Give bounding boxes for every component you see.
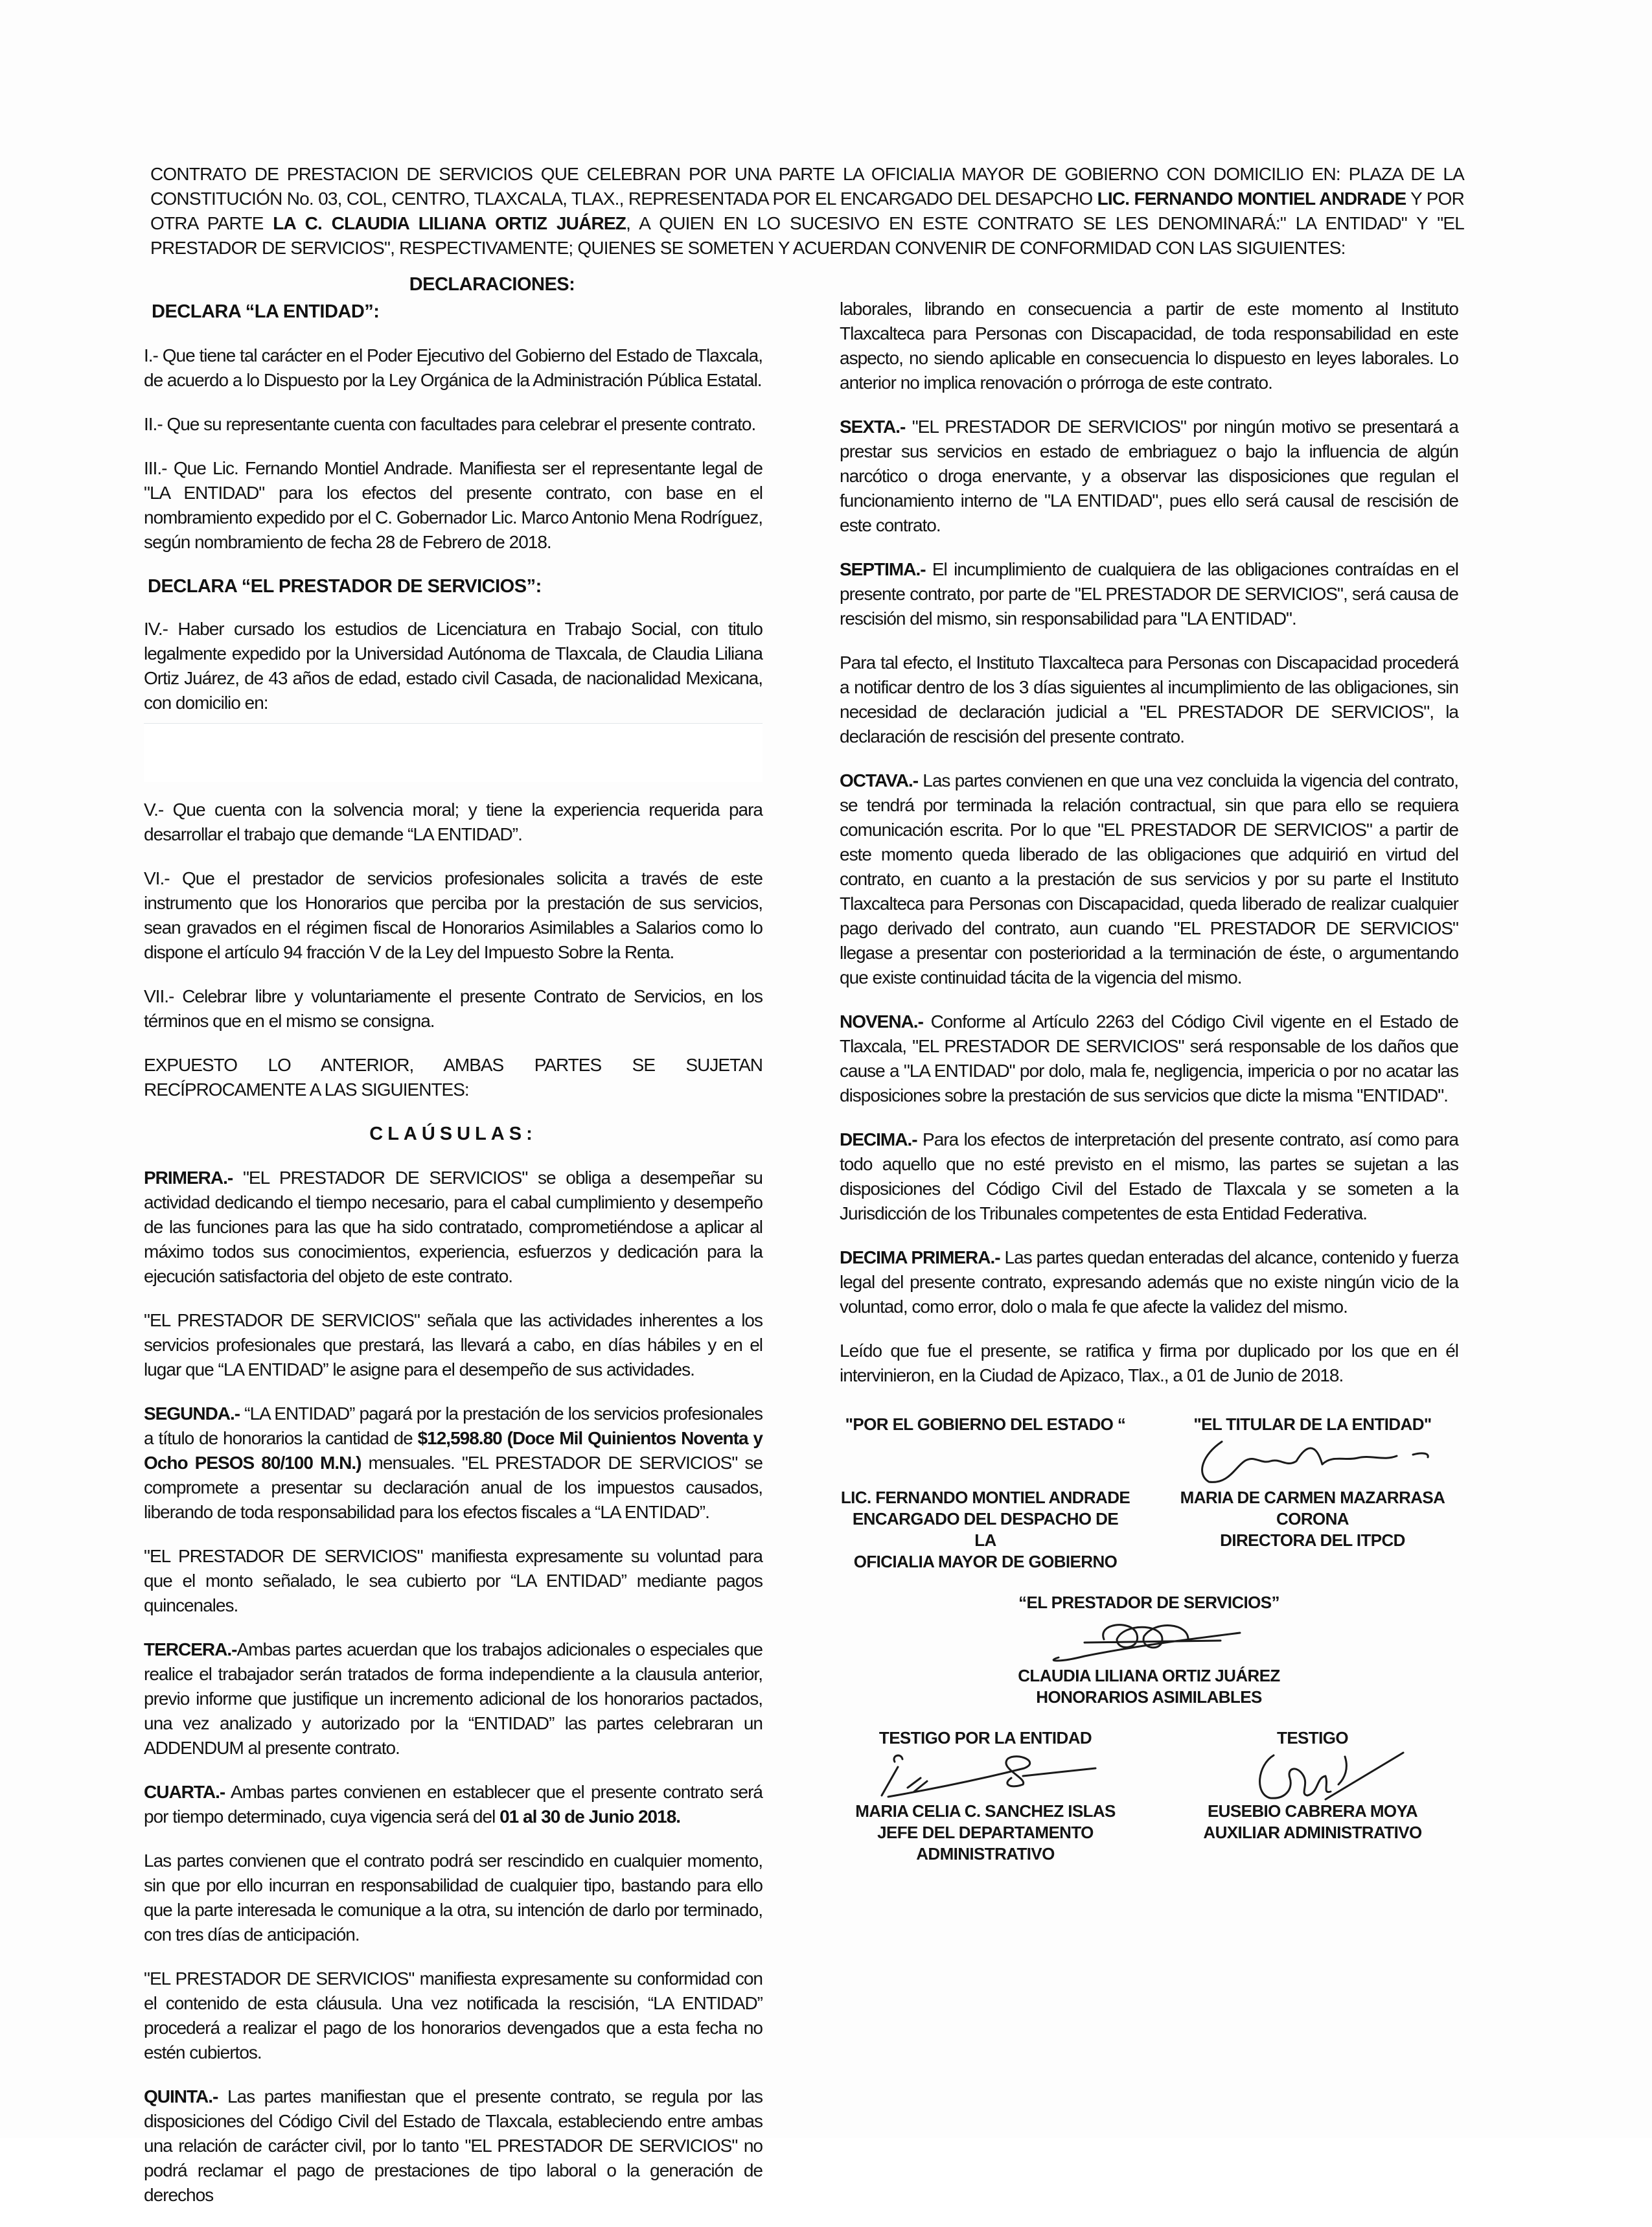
signature-row-1 bbox=[840, 1414, 1458, 1573]
clausula-primera bbox=[144, 1166, 763, 1289]
handwritten-signature-prestador bbox=[1033, 1613, 1266, 1665]
signature-row-2 bbox=[840, 1592, 1458, 1708]
signatory-role: ENCARGADO DEL DESPACHO DE LA bbox=[852, 1509, 1119, 1550]
clausula-decima bbox=[840, 1127, 1458, 1226]
signature-row-3 bbox=[840, 1727, 1458, 1865]
clausula-text: Las partes manifiestan que el presente contrato, se regula por las disposiciones del Código Civil del Estado de Tlaxcala, estableciendo entre ambas una relación de carácter civil, por lo tanto "EL PRESTADOR DE SERVICIOS" no podrá reclamar el pago de prestaciones de tipo laboral o la generación de derechos bbox=[144, 2086, 763, 2205]
signature-space bbox=[1167, 1435, 1458, 1487]
declaracion-iii: III.- Que Lic. Fernando Montiel Andrade. Manifiesta ser el representante legal de "LA ENTIDAD" para los efectos del presente contrato, con base en el nombramiento expedido por el C. Gobernador Lic. Marco Antonio Mena Rodríguez, según nombramiento de fecha 28 de Febrero de 2018. bbox=[144, 458, 763, 552]
clausula-novena bbox=[840, 1010, 1458, 1108]
declaracion-vii: VII.- Celebrar libre y voluntariamente el presente Contrato de Servicios, en los términos que en el mismo se consigna. bbox=[144, 986, 763, 1031]
clausula-text: Las partes convienen en que una vez concluida la vigencia del contrato, se tendrá por terminada la relación contractual, sin que para ello se requiera comunicación escrita. Por lo que "EL PRESTADOR DE SERVICIOS" a partir de este momento queda liberado de las obligaciones que adquirió en virtud del contrato, en cuanto a la prestación de sus servicios y por su parte el Instituto Tlaxcalteca para Personas con Discapacidad, queda liberado de realizar cualquier pago derivado del contrato, aun cuando "EL PRESTADOR DE SERVICIOS" llegase a presentar con posterioridad a la terminación de éste, o argumentando que existe continuidad tácita de la vigencia del mismo. bbox=[840, 770, 1458, 987]
signatory-role: DIRECTORA DEL ITPCD bbox=[1220, 1530, 1405, 1550]
clausula-text: Ambas partes convienen en establecer que el presente contrato será por tiempo determinado, cuya vigencia será del bbox=[144, 1782, 763, 1827]
contract-term-dates: 01 al 30 de Junio 2018. bbox=[499, 1806, 681, 1827]
signature-testigo-entidad bbox=[840, 1727, 1131, 1865]
signature-heading: TESTIGO bbox=[1277, 1728, 1348, 1748]
clausulas-title: CLAÚSULAS: bbox=[369, 1124, 537, 1144]
clausula-tercera bbox=[144, 1637, 763, 1760]
declaracion-v: V.- Que cuenta con la solvencia moral; y tiene la experiencia requerida para desarrollar el trabajo que demande “LA ENTIDAD”. bbox=[144, 800, 763, 844]
clausula-text: El incumplimiento de cualquiera de las obligaciones contraídas en el presente contrato, por parte de "EL PRESTADOR DE SERVICIOS", será causa de rescisión del mismo, sin responsabilidad para "LA ENTIDAD". bbox=[840, 559, 1458, 629]
clausula-label: PRIMERA.- bbox=[144, 1168, 233, 1188]
signatory-role: AUXILIAR ADMINISTRATIVO bbox=[1203, 1823, 1422, 1842]
clausula-quinta bbox=[144, 2084, 763, 2208]
signatory-role: HONORARIOS ASIMILABLES bbox=[1036, 1687, 1262, 1707]
clausula-label: CUARTA.- bbox=[144, 1782, 225, 1802]
clausula-text: Ambas partes acuerdan que los trabajos adicionales o especiales que realice el trabajador serán tratados de forma independiente a la clausula anterior, previo informe que justifique un incremento adicional de los honorarios pactados, una vez analizado y autorizado por la “ENTIDAD” las partes celebraran un ADDENDUM al presente contrato. bbox=[144, 1639, 763, 1758]
signatory-name: LIC. FERNANDO MONTIEL ANDRADE bbox=[840, 1488, 1130, 1507]
signatory-name: MARIA CELIA C. SANCHEZ ISLAS bbox=[855, 1801, 1116, 1821]
clausula-label: DECIMA PRIMERA.- bbox=[840, 1247, 1000, 1267]
signature-space bbox=[840, 1749, 1131, 1801]
signatory-name: EUSEBIO CABRERA MOYA bbox=[1207, 1801, 1418, 1821]
left-column bbox=[144, 272, 763, 2227]
signatory-name: CLAUDIA LILIANA ORTIZ JUÁREZ bbox=[1018, 1666, 1280, 1685]
clausula-label: SEXTA.- bbox=[840, 417, 906, 437]
signature-heading: "EL TITULAR DE LA ENTIDAD" bbox=[1193, 1414, 1432, 1434]
preamble-text-3: , A QUIEN EN LO SUCESIVO EN ESTE CONTRATO SE LES DENOMINARÁ:" LA ENTIDAD" Y "EL PRESTADOR DE SERVICIOS", RESPECTIVAMENTE; QUIENES SE SOMETEN Y ACUERDAN CONVENIR DE CONFORMIDAD CON LAS SIGUIENTES: bbox=[150, 213, 1464, 258]
preamble-representative: LIC. FERNANDO MONTIEL ANDRADE bbox=[1097, 189, 1406, 209]
clausula-octava bbox=[840, 768, 1458, 990]
declaracion-iv: IV.- Haber cursado los estudios de Licenciatura en Trabajo Social, con titulo legalmente expedido por la Universidad Autónoma de Tlaxcala, de Claudia Liliana Ortiz Juárez, de 43 años de edad, estado civil Casada, de nacionalidad Mexicana, con domicilio en: bbox=[144, 619, 763, 713]
signatory-role: ADMINISTRATIVO bbox=[916, 1844, 1055, 1864]
handwritten-signature-titular bbox=[1183, 1435, 1442, 1487]
signatory-role: OFICIALIA MAYOR DE GOBIERNO bbox=[853, 1552, 1118, 1571]
declaracion-i: I.- Que tiene tal carácter en el Poder Ejecutivo del Gobierno del Estado de Tlaxcala, de acuerdo a lo Dispuesto por la Ley Orgánica de la Administración Pública Estatal. bbox=[144, 345, 763, 390]
clausula-label: NOVENA.- bbox=[840, 1011, 923, 1032]
clausula-cuarta bbox=[144, 1780, 763, 1829]
clausula-label: OCTAVA.- bbox=[840, 770, 919, 790]
clausula-text: Conforme al Artículo 2263 del Código Civil vigente en el Estado de Tlaxcala, "EL PRESTADOR DE SERVICIOS" será responsable de los daños que cause a "LA ENTIDAD" por dolo, mala fe, negligencia, impericia o por no acatar las disposiciones sobre la prestación de sus servicios que dicte la misma "ENTIDAD". bbox=[840, 1011, 1458, 1105]
clausula-text: "EL PRESTADOR DE SERVICIOS" por ningún motivo se presentará a prestar sus servicios en estado de embriaguez o bajo la influencia de algún narcótico o droga enervante, y a observar las disposiciones que regulan el funcionamiento interno de "LA ENTIDAD", pues ello será causal de rescisión de este contrato. bbox=[840, 417, 1458, 535]
clausula-text: “LA ENTIDAD” pagará por la prestación de los servicios profesionales a título de honorarios la cantidad de bbox=[144, 1403, 763, 1448]
clausula-cuarta-b: Las partes convienen que el contrato podrá ser rescindido en cualquier momento, sin que por ello incurran en responsabilidad de cualquier tipo, bastando para ello que la parte interesada le comunique a la otra, su intención de darlo por terminado, con tres días de anticipación. bbox=[144, 1851, 763, 1944]
clausula-label: SEGUNDA.- bbox=[144, 1403, 240, 1424]
clausula-text: Las partes quedan enteradas del alcance, contenido y fuerza legal del presente contrato, expresando además que no existe ningún vicio de la voluntad, como error, dolo o mala fe que afecte la validez del mismo. bbox=[840, 1247, 1458, 1317]
clausula-label: DECIMA.- bbox=[840, 1129, 917, 1149]
clausula-septima bbox=[840, 557, 1458, 631]
signatory-role: JEFE DEL DEPARTAMENTO bbox=[877, 1823, 1094, 1842]
signatory-name-cont: CORONA bbox=[1276, 1509, 1349, 1529]
closing-statement: Leído que fue el presente, se ratifica y firma por duplicado por los que en él intervinieron, en la Ciudad de Apizaco, Tlax., a 01 de Junio de 2018. bbox=[840, 1341, 1458, 1385]
signature-heading: “EL PRESTADOR DE SERVICIOS” bbox=[1018, 1593, 1279, 1612]
declaracion-ii: II.- Que su representante cuenta con facultades para celebrar el presente contrato. bbox=[144, 414, 756, 434]
declaraciones-title: DECLARACIONES: bbox=[409, 274, 575, 295]
signature-testigo bbox=[1167, 1727, 1458, 1865]
signature-prestador bbox=[994, 1592, 1305, 1708]
clausula-text: Para los efectos de interpretación del presente contrato, así como para todo aquello que no esté previsto en el mismo, las partes se sujetan a las disposiciones del Código Civil del Estado de Tlaxcala y se someten a la Jurisdicción de los Tribunales competentes de esta Entidad Federativa. bbox=[840, 1129, 1458, 1223]
redacted-address bbox=[144, 723, 763, 782]
right-column bbox=[840, 297, 1458, 1884]
handwritten-signature-testigo bbox=[1196, 1749, 1429, 1801]
clausula-cuarta-c: "EL PRESTADOR DE SERVICIOS" manifiesta expresamente su conformidad con el contenido de esta cláusula. Una vez notificada la rescisión, “LA ENTIDAD” procederá a realizar el pago de los honorarios devengados que a esta fecha no estén cubiertos. bbox=[144, 1968, 763, 2062]
signature-heading: "POR EL GOBIERNO DEL ESTADO “ bbox=[845, 1414, 1126, 1434]
handwritten-signature-testigo-entidad bbox=[856, 1749, 1115, 1801]
clausula-text: mensuales. "EL PRESTADOR DE SERVICIOS" se compromete a presentar su declaración anual de los impuestos causados, liberando de toda responsabilidad para los efectos fiscales a “LA ENTIDAD”. bbox=[144, 1453, 763, 1522]
clausula-segunda bbox=[144, 1402, 763, 1525]
clausula-quinta-cont: laborales, librando en consecuencia a partir de este momento al Instituto Tlaxcalteca para Personas con Discapacidad, de toda responsabilidad en este aspecto, no siendo aplicable en consecuencia lo dispuesto en leyes laborales. Lo anterior no implica renovación o prórroga de este contrato. bbox=[840, 299, 1458, 393]
declaracion-vi: VI.- Que el prestador de servicios profesionales solicita a través de este instrumento que los Honorarios que perciba por la prestación de sus servicios, sean gravados en el régimen fiscal de Honorarios Asimilables a Salarios como lo dispone el artículo 94 fracción V de la Ley del Impuesto Sobre la Renta. bbox=[144, 868, 763, 962]
signature-titular bbox=[1167, 1414, 1458, 1573]
contract-preamble bbox=[150, 162, 1464, 260]
clausula-septima-b: Para tal efecto, el Instituto Tlaxcalteca para Personas con Discapacidad procederá a notificar dentro de los 3 días siguientes al incumplimiento de las obligaciones, sin necesidad de declaración judicial a "EL PRESTADOR DE SERVICIOS", la declaración de rescisión del presente contrato. bbox=[840, 652, 1458, 746]
payment-amount: $12,598.80 (Doce Mil Quinientos Noventa y Ocho PESOS 80/100 M.N.) bbox=[144, 1428, 763, 1473]
signatures-area bbox=[840, 1414, 1458, 1865]
clausula-label: TERCERA.- bbox=[144, 1639, 237, 1659]
signature-gobierno bbox=[840, 1414, 1131, 1573]
clausula-label: SEPTIMA.- bbox=[840, 559, 926, 579]
signature-heading: TESTIGO POR LA ENTIDAD bbox=[878, 1728, 1092, 1748]
preamble-text-2: Y POR OTRA PARTE bbox=[150, 189, 1465, 233]
clausula-sexta bbox=[840, 415, 1458, 538]
expuesto-text: EXPUESTO LO ANTERIOR, AMBAS PARTES SE SUJETAN RECÍPROCAMENTE A LAS SIGUIENTES: bbox=[144, 1055, 763, 1100]
clausula-decima-primera bbox=[840, 1245, 1458, 1319]
preamble-provider: LA C. CLAUDIA LILIANA ORTIZ JUÁREZ bbox=[273, 213, 626, 233]
signatory-name: MARIA DE CARMEN MAZARRASA bbox=[1180, 1488, 1445, 1507]
signature-space bbox=[840, 1435, 1131, 1487]
clausula-text: "EL PRESTADOR DE SERVICIOS" se obliga a desempeñar su actividad dedicando el tiempo necesario, para el cabal cumplimiento y desempeño de las funciones para las que ha sido contratado, comprometiéndose a aplicar al máximo todos sus conocimientos, experiencia, esfuerzos y dedicación para la ejecución satisfactoria del objeto de este contrato. bbox=[144, 1168, 763, 1286]
declara-entidad-heading: DECLARA “LA ENTIDAD”: bbox=[152, 301, 380, 322]
signature-space bbox=[994, 1613, 1305, 1665]
declara-prestador-heading: DECLARA “EL PRESTADOR DE SERVICIOS”: bbox=[148, 576, 542, 597]
preamble-text: CONTRATO DE PRESTACION DE SERVICIOS QUE CELEBRAN POR UNA PARTE LA OFICIALIA MAYOR DE GOBIERNO CON DOMICILIO EN: PLAZA DE LA CONSTITUCIÓN No. 03, COL, CENTRO, TLAXCALA, TLAX., REPRESENTADA POR EL ENCARGADO DEL DESAPCHO bbox=[150, 164, 1464, 209]
clausula-primera-b: "EL PRESTADOR DE SERVICIOS" señala que las actividades inherentes a los servicios profesionales que prestará, las llevará a cabo, en días hábiles y en el lugar que “LA ENTIDAD” le asigne para el desempeño de sus actividades. bbox=[144, 1310, 763, 1379]
clausula-segunda-c: "EL PRESTADOR DE SERVICIOS" manifiesta expresamente su voluntad para que el monto señalado, le sea cubierto por “LA ENTIDAD” mediante pagos quincenales. bbox=[144, 1546, 763, 1615]
signature-space bbox=[1167, 1749, 1458, 1801]
clausula-label: QUINTA.- bbox=[144, 2086, 218, 2106]
